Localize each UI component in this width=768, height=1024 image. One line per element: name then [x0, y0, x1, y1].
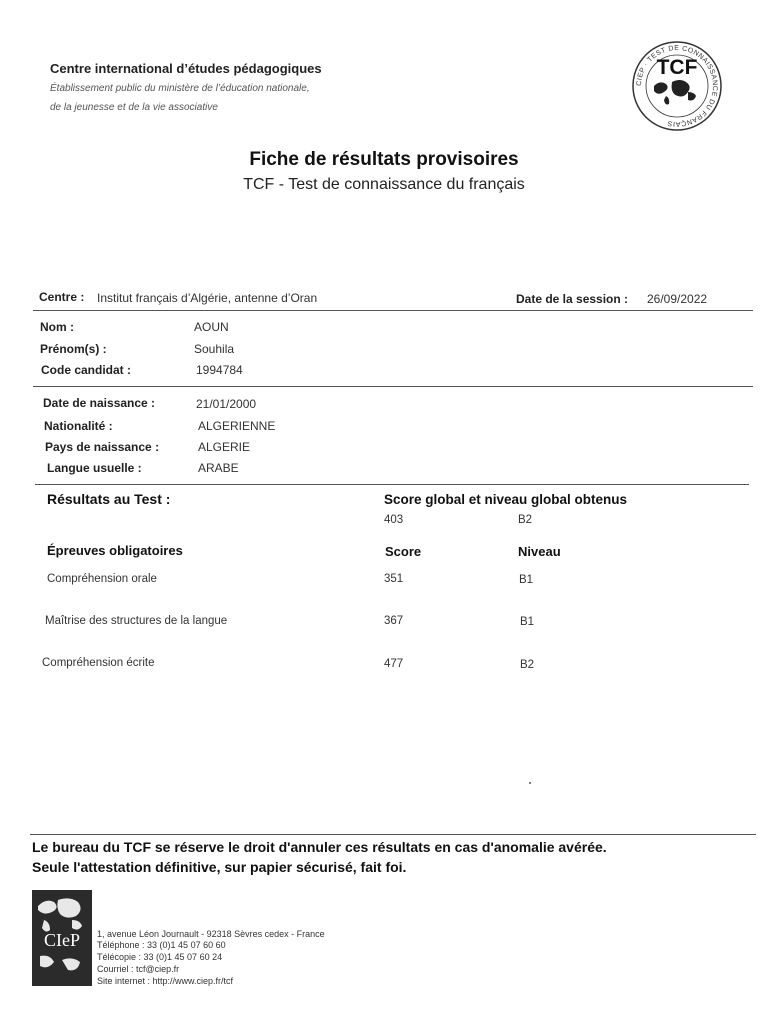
epreuve-score: 351 [384, 573, 404, 585]
divider-candidate [33, 386, 753, 387]
disclaimer-line-2: Seule l'attestation définitive, sur papier sécurisé, fait foi. [32, 859, 407, 875]
code-candidat-value: 1994784 [196, 363, 243, 377]
epreuve-score: 477 [384, 658, 404, 670]
pays-naissance-label: Pays de naissance : [45, 440, 160, 454]
epreuve-name: Maîtrise des structures de la langue [45, 615, 228, 627]
code-candidat-label: Code candidat : [41, 363, 132, 377]
epreuve-score: 367 [384, 615, 404, 627]
dob-label: Date de naissance : [43, 396, 156, 410]
global-score-heading: Score global et niveau global obtenus [384, 492, 628, 507]
world-map-icon [654, 80, 696, 105]
ciep-logo-text: CIeP [44, 930, 80, 950]
scan-speck [529, 782, 531, 784]
divider-personal [35, 484, 749, 485]
footer-courriel: Courriel : tcf@ciep.fr [97, 964, 180, 974]
session-date-value: 26/09/2022 [647, 292, 708, 306]
seal-tcf-text: TCF [656, 56, 698, 79]
nationalite-label: Nationalité : [44, 419, 113, 433]
epreuve-level: B2 [520, 659, 535, 671]
footer-address: 1, avenue Léon Journault - 92318 Sèvres cedex - France [97, 929, 325, 939]
epreuves-heading: Épreuves obligatoires [47, 543, 183, 558]
epreuve-name: Compréhension orale [47, 573, 157, 585]
tcf-seal-logo [626, 40, 728, 132]
seal-ring-text: CIEP · TEST DE CONNAISSANCE DU FRANÇAIS [635, 44, 719, 128]
prenom-value: Souhila [194, 342, 235, 356]
niveau-column-heading: Niveau [518, 544, 561, 559]
ciep-logo [32, 890, 92, 986]
epreuve-level: B1 [520, 616, 535, 628]
epreuve-level: B1 [519, 574, 534, 586]
footer-site-internet: Site internet : http://www.ciep.fr/tcf [97, 976, 234, 986]
footer-telecopie: Télécopie : 33 (0)1 45 07 60 24 [97, 952, 223, 962]
results-heading: Résultats au Test : [47, 491, 171, 507]
nationalite-value: ALGERIENNE [198, 419, 276, 433]
nom-label: Nom : [40, 320, 74, 334]
epreuve-name: Compréhension écrite [42, 657, 155, 669]
pays-naissance-value: ALGERIE [198, 440, 251, 454]
global-score-value: 403 [384, 514, 404, 526]
nom-value: AOUN [194, 320, 229, 334]
dob-value: 21/01/2000 [196, 397, 257, 411]
langue-usuelle-label: Langue usuelle : [47, 461, 142, 475]
disclaimer-line-1: Le bureau du TCF se réserve le droit d'annuler ces résultats en cas d'anomalie avérée. [32, 839, 607, 855]
divider-disclaimer [30, 834, 756, 835]
centre-label: Centre : [39, 290, 85, 304]
organization-subtitle-1: Établissement public du ministère de l’éducation nationale, [50, 83, 310, 94]
footer-telephone: Téléphone : 33 (0)1 45 07 60 60 [97, 940, 226, 950]
session-date-label: Date de la session : [516, 292, 629, 306]
document-title: Fiche de résultats provisoires [249, 149, 519, 170]
langue-usuelle-value: ARABE [198, 461, 239, 475]
divider-session [33, 310, 753, 311]
document-subtitle: TCF - Test de connaissance du français [243, 176, 525, 193]
centre-value: Institut français d’Algérie, antenne d’Oran [97, 291, 318, 305]
organization-subtitle-2: de la jeunesse et de la vie associative [50, 102, 218, 113]
global-level-value: B2 [518, 514, 533, 526]
organization-name: Centre international d’études pédagogiques [50, 61, 322, 76]
prenom-label: Prénom(s) : [40, 342, 107, 356]
score-column-heading: Score [385, 544, 422, 559]
